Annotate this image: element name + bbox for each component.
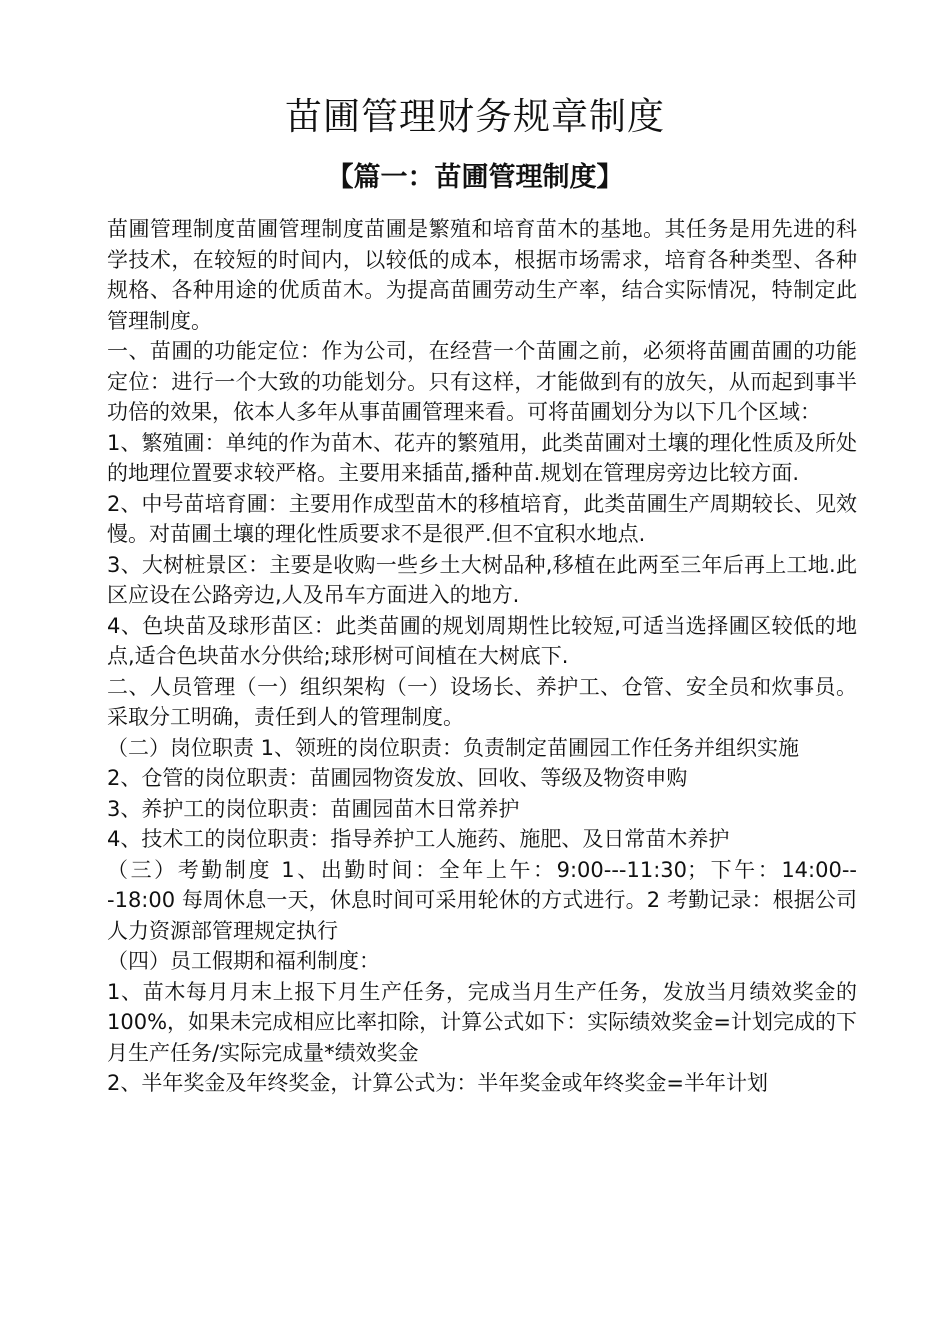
paragraph-section-2: 二、人员管理（一）组织架构（一）设场长、养护工、仓管、安全员和炊事员。采取分工明确，责任到人的管理制度。 bbox=[107, 674, 857, 729]
paragraph-item: 4、色块苗及球形苗区：此类苗圃的规划周期性比较短,可适当选择圃区较低的地点,适合色块苗水分供给;球形树可间植在大树底下. bbox=[107, 613, 857, 668]
paragraph-subsection: （二）岗位职责 1、领班的岗位职责：负责制定苗圃园工作任务并组织实施 bbox=[107, 735, 800, 760]
paragraph-subsection: （四）员工假期和福利制度： bbox=[107, 949, 380, 973]
paragraph-item: 2、中号苗培育圃：主要用作成型苗木的移植培育，此类苗圃生产周期较长、见效慢。对苗圃土壤的理化性质要求不是很严.但不宜积水地点. bbox=[107, 491, 857, 546]
paragraph-section-1: 一、苗圃的功能定位：作为公司，在经营一个苗圃之前，必须将苗圃苗圃的功能定位：进行一个大致的功能划分。只有这样，才能做到有的放矢，从而起到事半功倍的效果，依本人多年从事苗圃管理来看。可将苗圃划分为以下几个区域： bbox=[107, 339, 857, 424]
paragraph-item: 2、仓管的岗位职责：苗圃园物资发放、回收、等级及物资申购 bbox=[107, 766, 688, 790]
paragraph-item: 2、半年奖金及年终奖金，计算公式为：半年奖金或年终奖金=半年计划 bbox=[107, 1071, 768, 1095]
paragraph-item: 1、繁殖圃：单纯的作为苗木、花卉的繁殖用，此类苗圃对土壤的理化性质及所处的地理位置要求较严格。主要用来插苗,播种苗.规划在管理房旁边比较方面. bbox=[107, 430, 857, 485]
paragraph-item: 4、技术工的岗位职责：指导养护工人施药、施肥、及日常苗木养护 bbox=[107, 827, 730, 851]
paragraph-subsection: （三）考勤制度 1、出勤时间：全年上午：9:00---11:30；下午：14:00---18:00 每周休息一天，休息时间可采用轮休的方式进行。2 考勤记录：根据公司人力资源部管理规定执行 bbox=[107, 857, 857, 943]
paragraph-item: 1、苗木每月月末上报下月生产任务，完成当月生产任务，发放当月绩效奖金的 100%，如果未完成相应比率扣除，计算公式如下：实际绩效奖金=计划完成的下月生产任务/实际完成量*绩效奖金 bbox=[107, 979, 857, 1065]
document-title: 苗圃管理财务规章制度 bbox=[285, 95, 665, 138]
paragraph-item: 3、大树桩景区：主要是收购一些乡土大树品种,移植在此两至三年后再上工地.此区应设在公路旁边,人及吊车方面进入的地方. bbox=[107, 552, 857, 607]
paragraph-intro: 苗圃管理制度苗圃管理制度苗圃是繁殖和培育苗木的基地。其任务是用先进的科学技术，在较短的时间内，以较低的成本，根据市场需求，培育各种类型、各种规格、各种用途的优质苗木。为提高苗圃劳动生产率，结合实际情况，特制定此管理制度。 bbox=[107, 217, 857, 333]
document-subtitle: 【篇一：苗圃管理制度】 bbox=[326, 162, 624, 193]
paragraph-item: 3、养护工的岗位职责：苗圃园苗木日常养护 bbox=[107, 796, 520, 821]
document-body bbox=[107, 214, 857, 1099]
